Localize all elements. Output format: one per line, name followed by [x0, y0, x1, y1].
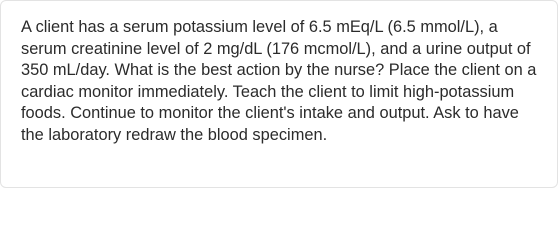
question-text: A client has a serum potassium level of 6.5 mEq/L (6.5 mmol/L), a serum creatinine level of 2 mg/dL (176 mcmol/L), and a urine output of 350 mL/day. What is the best action by the nurse? Place the client on a cardiac monitor immediately. Teach the client to limit high-potassium foods. Continue to monitor the client's intake and output. Ask to have the laboratory redraw the blood specimen.: [21, 18, 537, 144]
